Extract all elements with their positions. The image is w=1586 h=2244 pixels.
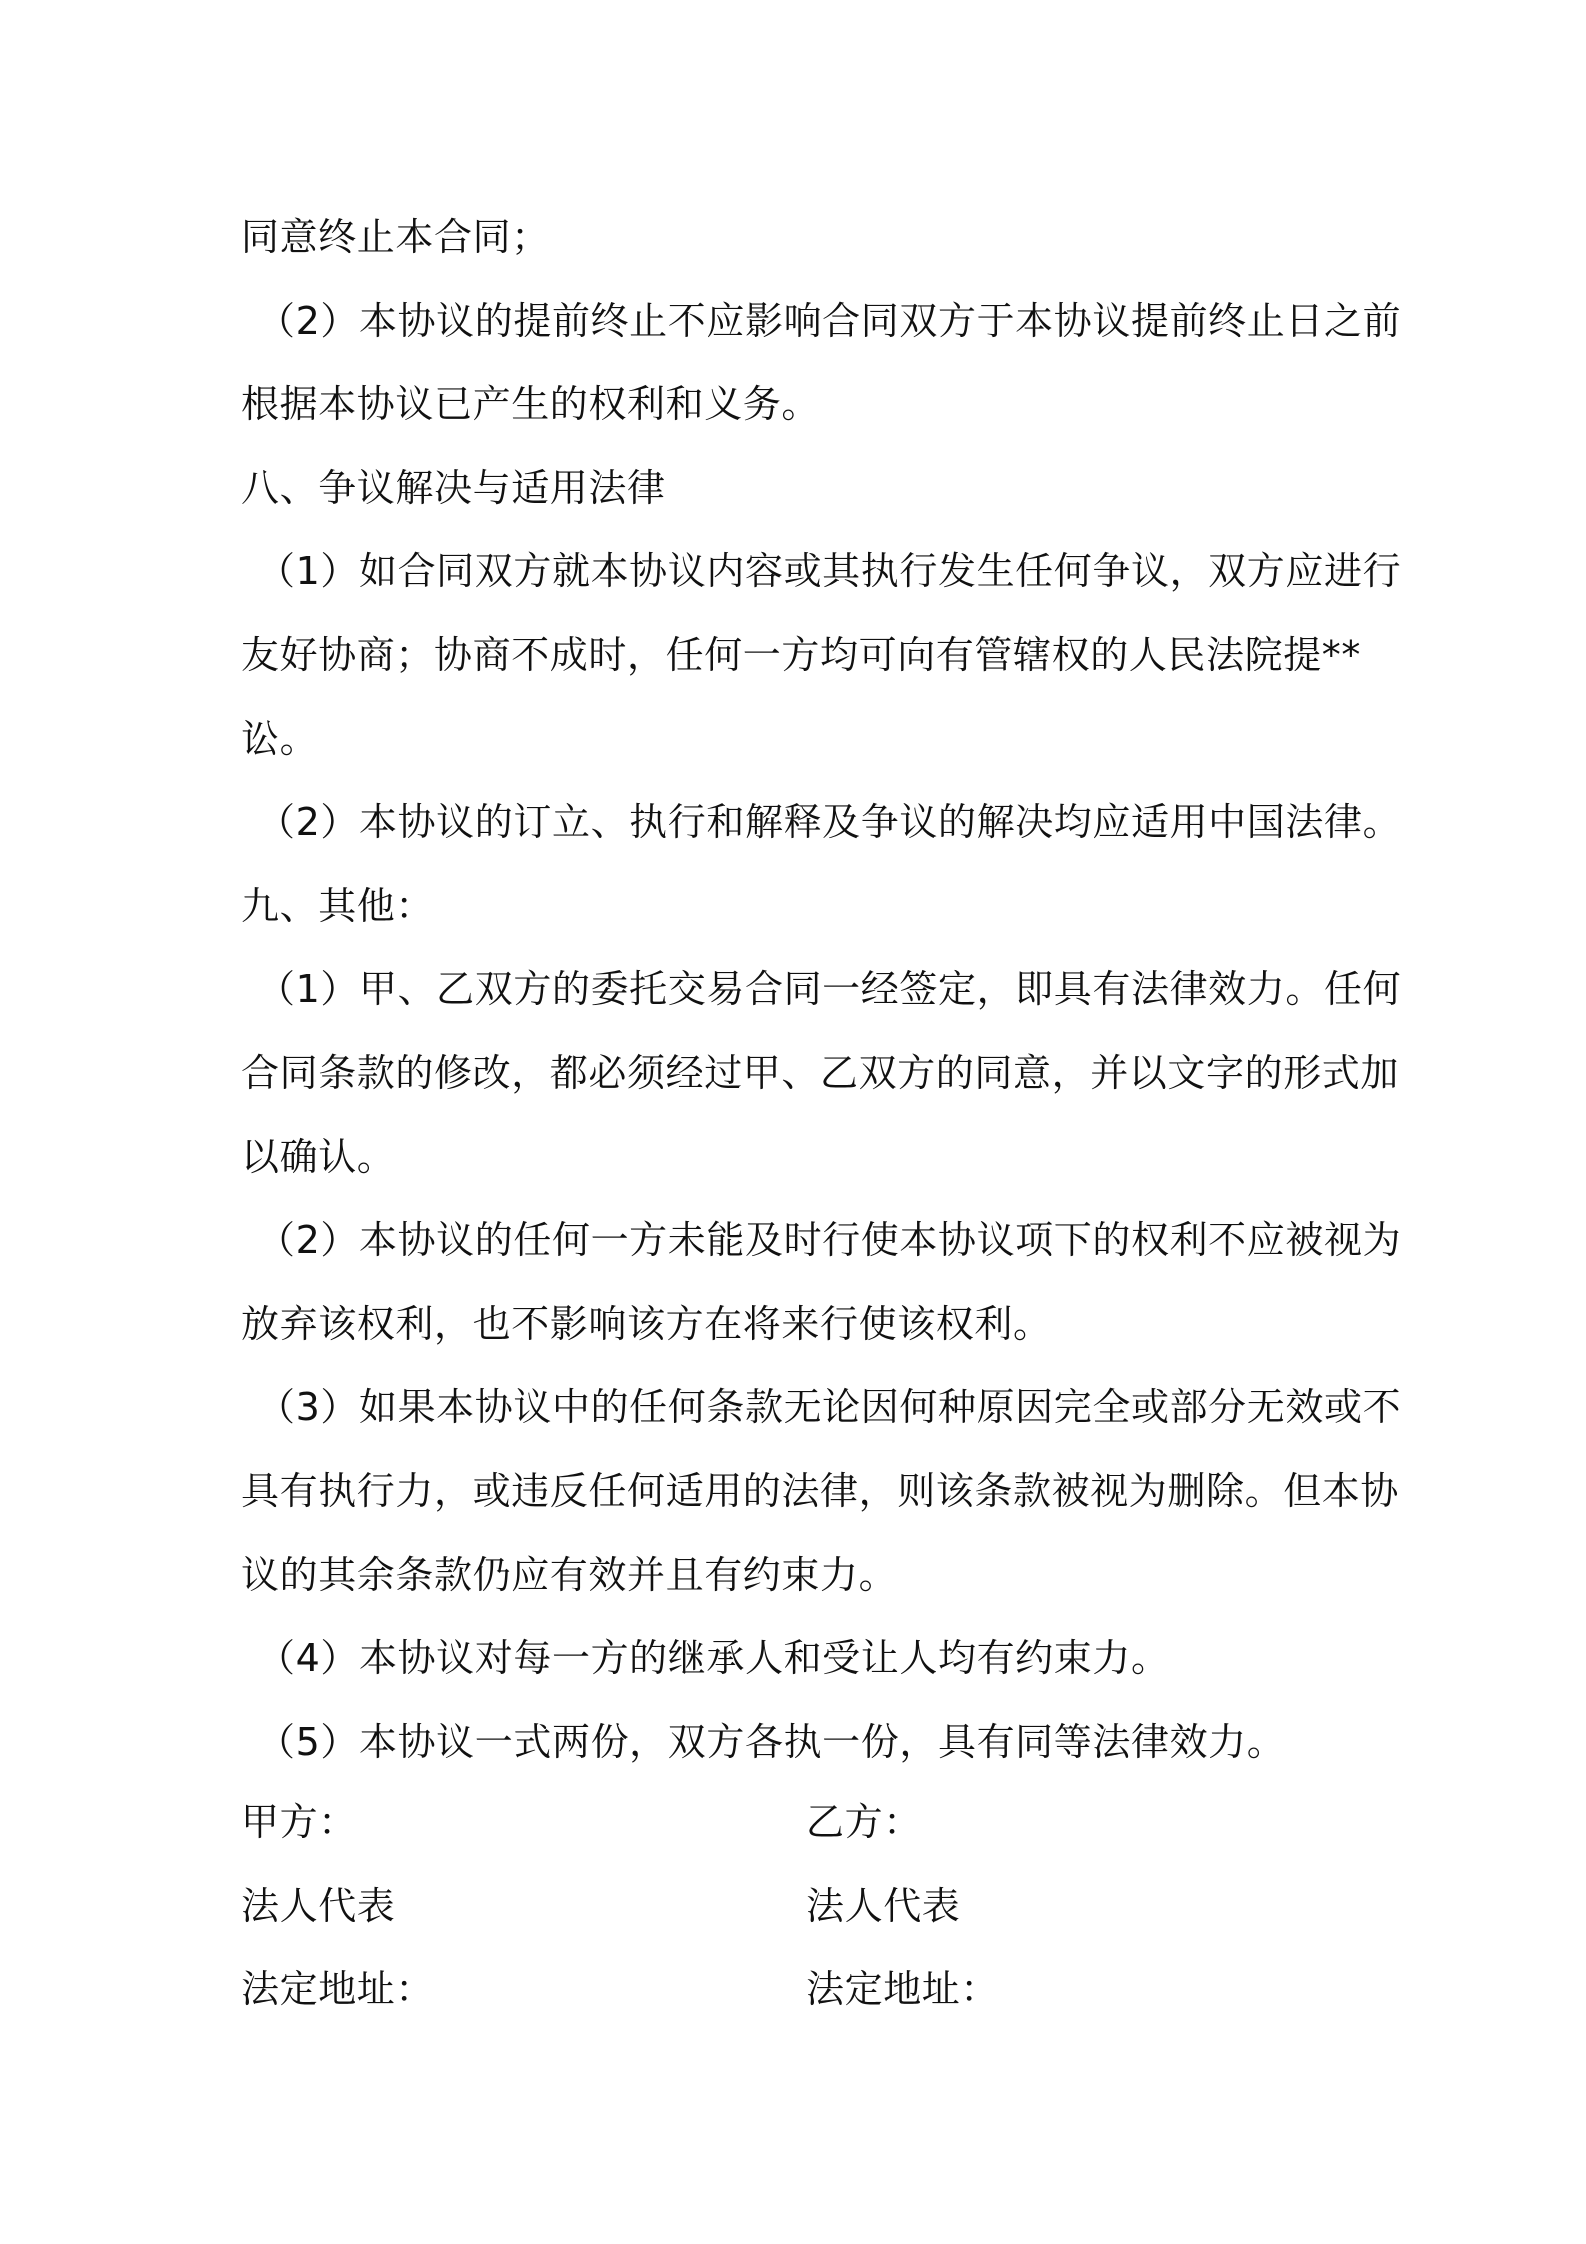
text-line: 合同条款的修改，都必须经过甲、乙双方的同意，并以文字的形式加 [241,1050,1400,1095]
party-a-rep-label: 法人代表 [241,1883,396,1928]
text-line: 讼。 [241,716,319,761]
text-line: 具有执行力，或违反任何适用的法律，则该条款被视为删除。但本协 [241,1468,1400,1513]
text-line: 友好协商；协商不成时，任何一方均可向有管辖权的人民法院提** [241,632,1362,677]
party-b-label: 乙方： [806,1800,922,1844]
signature-block [241,1781,1356,2032]
text-line: （2）本协议的订立、执行和解释及争议的解决均应适用中国法律。 [257,800,1402,845]
text-line: 议的其余条款仍应有效并且有约束力。 [241,1552,898,1597]
party-a-label: 甲方： [241,1800,357,1844]
text-line: 放弃该权利，也不影响该方在将来行使该权利。 [241,1301,1052,1346]
text-line: （4）本协议对每一方的继承人和受让人均有约束力。 [257,1636,1170,1681]
text-line: 以确认。 [241,1134,396,1179]
signature-row-party [241,1781,1356,1865]
signature-row-rep [241,1865,1356,1949]
contract-body [241,196,1402,1784]
section-heading: 八、争议解决与适用法律 [241,465,666,510]
text-line: （2）本协议的提前终止不应影响合同双方于本协议提前终止日之前 [257,298,1402,343]
party-a-address-label: 法定地址： [241,1967,435,2012]
signature-row-address [241,1948,1356,2032]
text-line: （5）本协议一式两份，双方各执一份，具有同等法律效力。 [257,1719,1286,1764]
party-b-address-label: 法定地址： [806,1967,1000,2012]
text-line: 同意终止本合同； [241,215,550,259]
party-b-rep-label: 法人代表 [806,1883,961,1928]
text-line: （2）本协议的任何一方未能及时行使本协议项下的权利不应被视为 [257,1218,1402,1263]
text-line: （3）如果本协议中的任何条款无论因何种原因完全或部分无效或不 [257,1385,1402,1430]
text-line: （1）如合同双方就本协议内容或其执行发生任何争议，双方应进行 [257,549,1402,594]
text-line: 根据本协议已产生的权利和义务。 [241,382,821,427]
text-line: （1）甲、乙双方的委托交易合同一经签定，即具有法律效力。任何 [257,967,1402,1012]
section-heading: 九、其他： [241,883,435,928]
